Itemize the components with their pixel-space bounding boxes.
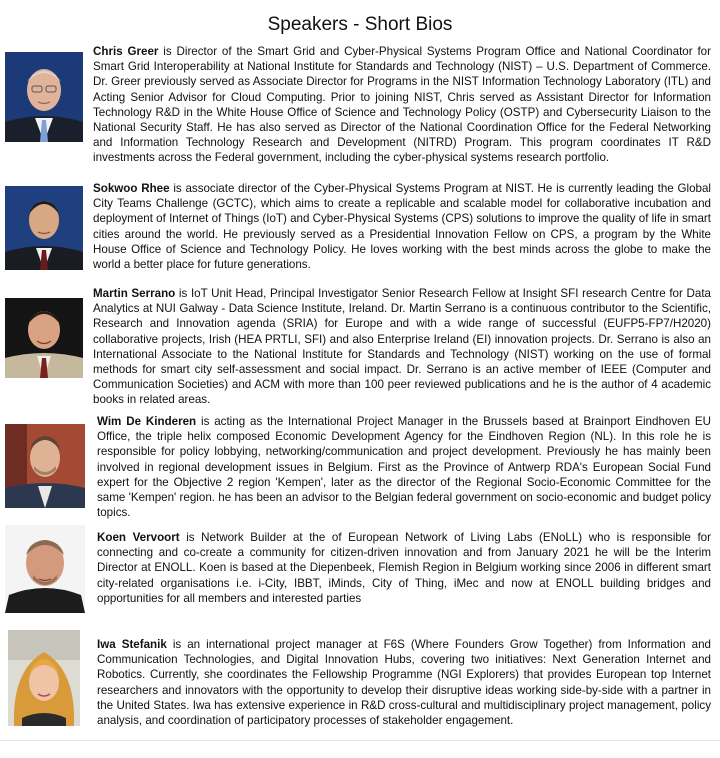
speaker-photo: [5, 52, 83, 142]
speaker-name: Martin Serrano: [93, 287, 176, 300]
speaker-name: Chris Greer: [93, 45, 159, 58]
speaker-name: Wim De Kinderen: [97, 415, 197, 428]
speaker-description: is acting as the International Project Manager in the Brussels based at Brainport Eindhoven EU Office, the triple helix composed Economic Development Agency for the Eindhoven Region (NL). In this role he is responsible for policy lobbying, networking/communication and project development. Previously he has mainly been involved in regional development issues in Belgium. First as the Province of Antwerp RDA's European Social Fund expert for the Objective 2 region 'Kempen', later as the director of the Regional Socio-Economic Committee for the same 'Kempen' region. he has been an advisor to the Belgian federal government on socio-economic and budget policy topics.: [97, 415, 711, 520]
speaker-name: Iwa Stefanik: [97, 638, 167, 651]
speaker-photo: [5, 186, 83, 270]
page-title: Speakers - Short Bios: [267, 14, 453, 35]
speaker-description: is associate director of the Cyber-Physical Systems Program at NIST. He is currently leading the Global City Teams Challenge (GCTC), which aims to create a replicable and scalable model for collaborative incubation and deployment of Internet of Things (IoT) and Cyber-Physical Systems (CPS) solutions to improve the quality of life in smart cities around the world. He previously served as a Presidential Innovation Fellow on CPS, a program by the White House Office of Science and Technology Policy. He loves working with the best minds across the globe to make the world a better place for future generations.: [93, 182, 711, 272]
speaker-name: Sokwoo Rhee: [93, 182, 170, 195]
speaker-description: is IoT Unit Head, Principal Investigator Senior Research Fellow at Insight SFI research Centre for Data Analytics at NUI Galway - Data Science Institute, Ireland. Dr. Martin Serrano is a continuous contributor to the Scientific, Research and Innovation agenda (SRIA) for Europe and with a wide range of successful (EUFP5-FP7/H2020) collaborative projects, Irish (HEA PRTLI, SFI) and also Enterprise Ireland (EI) innovation projects. Dr. Serrano is also an International Associate to the National Institute for Standards and Technology (NIST) working on the use of formal methods for smart city self-assessment and social impact. Dr. Serrano is an active member of IEEE (Computer and Communication Societies) and ACM with more than 100 peer reviewed publications and he is the author of 4 academic books in related areas.: [93, 287, 712, 407]
divider: [0, 740, 720, 741]
speaker-description: is Network Builder at the of European Network of Living Labs (ENoLL) who is responsible for connecting and co-create a community for citizen-driven innovation and from January 2021 he will be the Interim Director at ENOLL. Koen is based at the Diepenbeek, Flemish Region in Belgium working since 2006 in different smart city-related organisations i.e. i-City, IBBT, iMinds, City of Thing, iMec and now at ENOLL building bridges and opportunities for all members and interested parties: [97, 531, 711, 605]
speaker-description: is an international project manager at F6S (Where Founders Grow Together) from Information and Communication Technologies, and Digital Innovation Hubs, covering two initiatives: Next Generation Internet and Robotics. Currently, she coordinates the Fellowship Programme (NGI Explorers) that provides European top Internet researchers and innovators with the opportunity to develop their disruptive ideas working side-by-side with a partner in the United States. Iwa has extensive experience in R&D cross-cultural and multidisciplinary project management, policy analysis, and coordination of participatory processes of stakeholder engagement.: [97, 638, 711, 728]
speaker-photo: [5, 298, 83, 378]
speaker-photo: [5, 424, 85, 508]
speaker-bio-text: [97, 637, 711, 728]
speaker-bio-text: [93, 286, 711, 408]
speaker-photo: [8, 630, 80, 726]
speaker-bio-text: [97, 414, 711, 520]
speaker-bio-text: [93, 44, 711, 166]
speaker-photo: [5, 525, 85, 613]
speaker-bio-text: [97, 530, 711, 606]
speaker-bio-text: [93, 181, 711, 272]
speaker-description: is Director of the Smart Grid and Cyber-Physical Systems Program Office and National Coordinator for Smart Grid Interoperability at National Institute for Standards and Technology (NIST) – U.S. Department of Commerce. Dr. Greer previously served as Associate Director for Programs in the NIST Information Technology Laboratory (ITL) and Acting Senior Advisor for Cloud Computing. Prior to joining NIST, Chris served as Assistant Director for Information Technology R&D in the White House Office of Science and Technology Policy (OSTP) and Cybersecurity Liaison to the National Security Staff. He has also served as Director of the National Coordination Office for the Federal Networking and Information Technology Research and Development (NITRD) Program. This program coordinates IT R&D investments across the Federal government, including the cyber-physical systems research portfolio.: [93, 45, 711, 165]
speaker-name: Koen Vervoort: [97, 531, 180, 544]
